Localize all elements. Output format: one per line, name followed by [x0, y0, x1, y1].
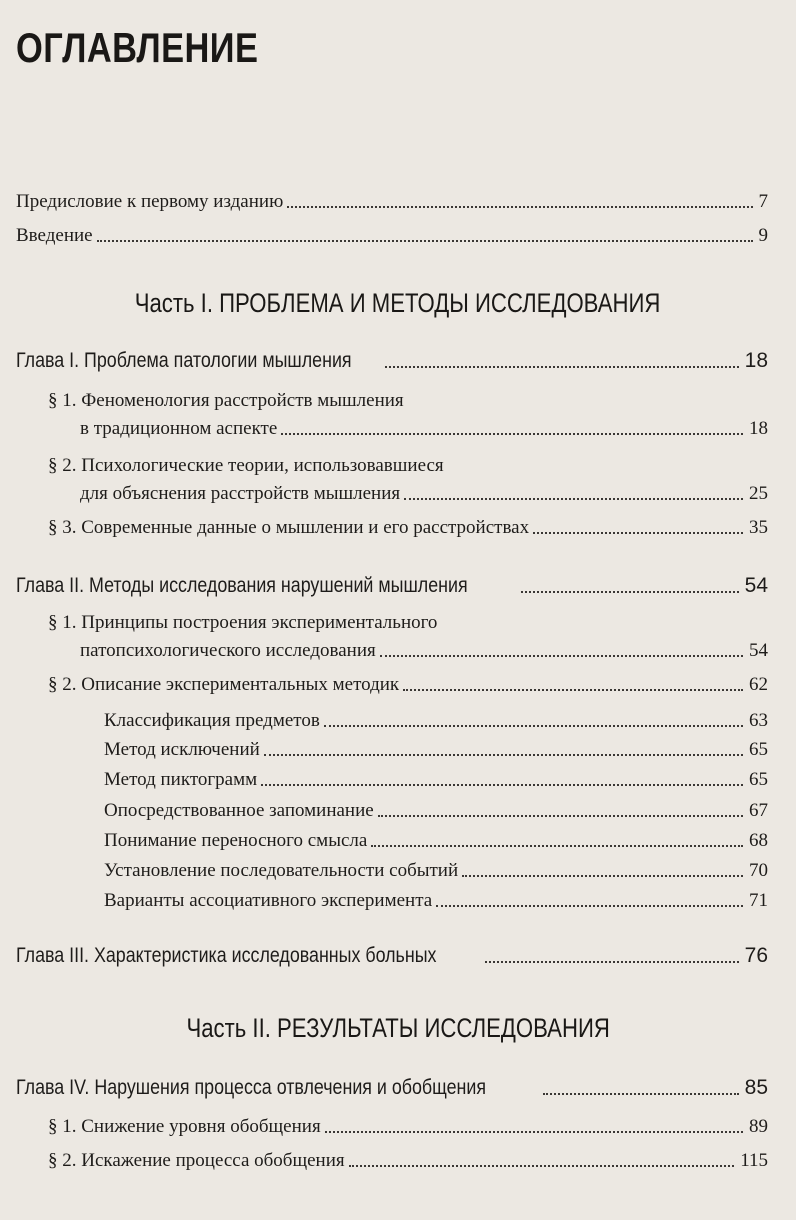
entry-text: Опосредствованное запоминание [104, 800, 374, 821]
page-number: 65 [749, 769, 768, 790]
toc-entry-introduction [16, 225, 768, 247]
part-2-heading [0, 1013, 796, 1044]
dot-leader [543, 1092, 739, 1095]
toc-method-mediated-memory [104, 800, 768, 822]
page-number: 89 [749, 1116, 768, 1137]
page-number: 85 [744, 1076, 768, 1099]
dot-leader [325, 1130, 743, 1133]
page-number: 70 [749, 860, 768, 881]
entry-text: § 2. Искажение процесса обобщения [48, 1150, 345, 1171]
toc-section-2-1 [80, 640, 768, 662]
toc-method-pictograms [104, 769, 768, 791]
dot-leader [403, 688, 743, 691]
entry-text: для объяснения расстройств мышления [80, 483, 401, 504]
page-number: 35 [749, 517, 768, 538]
page-number: 115 [740, 1150, 768, 1171]
entry-text: Метод пиктограмм [104, 769, 258, 790]
toc-section-1-3 [48, 517, 768, 539]
page-number: 68 [749, 830, 768, 851]
page-number: 9 [758, 225, 768, 246]
entry-text: патопсихологического исследования [80, 640, 376, 661]
dot-leader [349, 1164, 735, 1167]
toc-section-1-2 [80, 483, 768, 505]
entry-text: § 2. Описание экспериментальных методик [48, 674, 400, 695]
page-number: 62 [749, 674, 768, 695]
page-number: 54 [744, 574, 768, 597]
dot-leader [371, 844, 743, 847]
dot-leader [380, 654, 743, 657]
entry-text: § 3. Современные данные о мышлении и его расстройствах [48, 517, 530, 538]
toc-chapter-3 [16, 944, 768, 968]
entry-text: Предисловие к первому изданию [16, 191, 284, 212]
dot-leader [97, 239, 753, 242]
entry-text: в традиционном аспекте [80, 418, 278, 439]
page-number: 25 [749, 483, 768, 504]
toc-entry-preface [16, 191, 768, 213]
toc-chapter-1 [16, 349, 768, 373]
page-number: 7 [758, 191, 768, 212]
toc-chapter-2 [16, 574, 768, 598]
entry-text: Метод исключений [104, 739, 260, 760]
dot-leader [264, 753, 743, 756]
toc-method-classification [104, 710, 768, 732]
toc-section-2-2 [48, 674, 768, 696]
chapter-title: Глава III. Характеристика исследованных больных [16, 944, 437, 967]
page-number: 71 [749, 890, 768, 911]
toc-section-4-2 [48, 1150, 768, 1172]
page-number: 76 [744, 944, 768, 967]
entry-text: Классификация предметов [104, 710, 320, 731]
chapter-title: Глава IV. Нарушения процесса отвлечения и обобщения [16, 1076, 487, 1099]
dot-leader [521, 590, 738, 593]
section-2-1-line1: § 1. Принципы построения экспериментального [48, 612, 438, 633]
page-number: 18 [744, 349, 768, 372]
entry-text: § 1. Снижение уровня обобщения [48, 1116, 321, 1137]
section-1-2-line1: § 2. Психологические теории, использовавшиеся [48, 455, 444, 476]
toc-title: ОГЛАВЛЕНИЕ [16, 24, 259, 71]
page-number: 65 [749, 739, 768, 760]
entry-text: Понимание переносного смысла [104, 830, 368, 851]
dot-leader [378, 814, 743, 817]
part-1-title: Часть I. ПРОБЛЕМА И МЕТОДЫ ИССЛЕДОВАНИЯ [135, 288, 661, 318]
dot-leader [485, 960, 739, 963]
dot-leader [261, 783, 743, 786]
dot-leader [533, 531, 743, 534]
page-number: 67 [749, 800, 768, 821]
dot-leader [324, 724, 743, 727]
part-2-title: Часть II. РЕЗУЛЬТАТЫ ИССЛЕДОВАНИЯ [186, 1013, 610, 1043]
chapter-title: Глава I. Проблема патологии мышления [16, 349, 352, 372]
bleed-through-text [470, 44, 475, 65]
dot-leader [281, 432, 743, 435]
toc-section-1-1 [80, 418, 768, 440]
chapter-title: Глава II. Методы исследования нарушений мышления [16, 574, 468, 597]
entry-text: Введение [16, 225, 93, 246]
entry-text: Варианты ассоциативного эксперимента [104, 890, 433, 911]
toc-section-4-1 [48, 1116, 768, 1138]
dot-leader [404, 497, 743, 500]
part-1-heading [0, 288, 796, 319]
toc-chapter-4 [16, 1076, 768, 1100]
toc-method-figurative-meaning [104, 830, 768, 852]
dot-leader [385, 365, 739, 368]
dot-leader [436, 904, 743, 907]
dot-leader [462, 874, 743, 877]
page-number: 63 [749, 710, 768, 731]
toc-method-associative [104, 890, 768, 912]
page-number: 18 [749, 418, 768, 439]
dot-leader [287, 205, 752, 208]
section-1-1-line1: § 1. Феноменология расстройств мышления [48, 390, 404, 411]
toc-method-event-sequence [104, 860, 768, 882]
entry-text: Установление последовательности событий [104, 860, 459, 881]
page-number: 54 [749, 640, 768, 661]
toc-method-exclusion [104, 739, 768, 761]
